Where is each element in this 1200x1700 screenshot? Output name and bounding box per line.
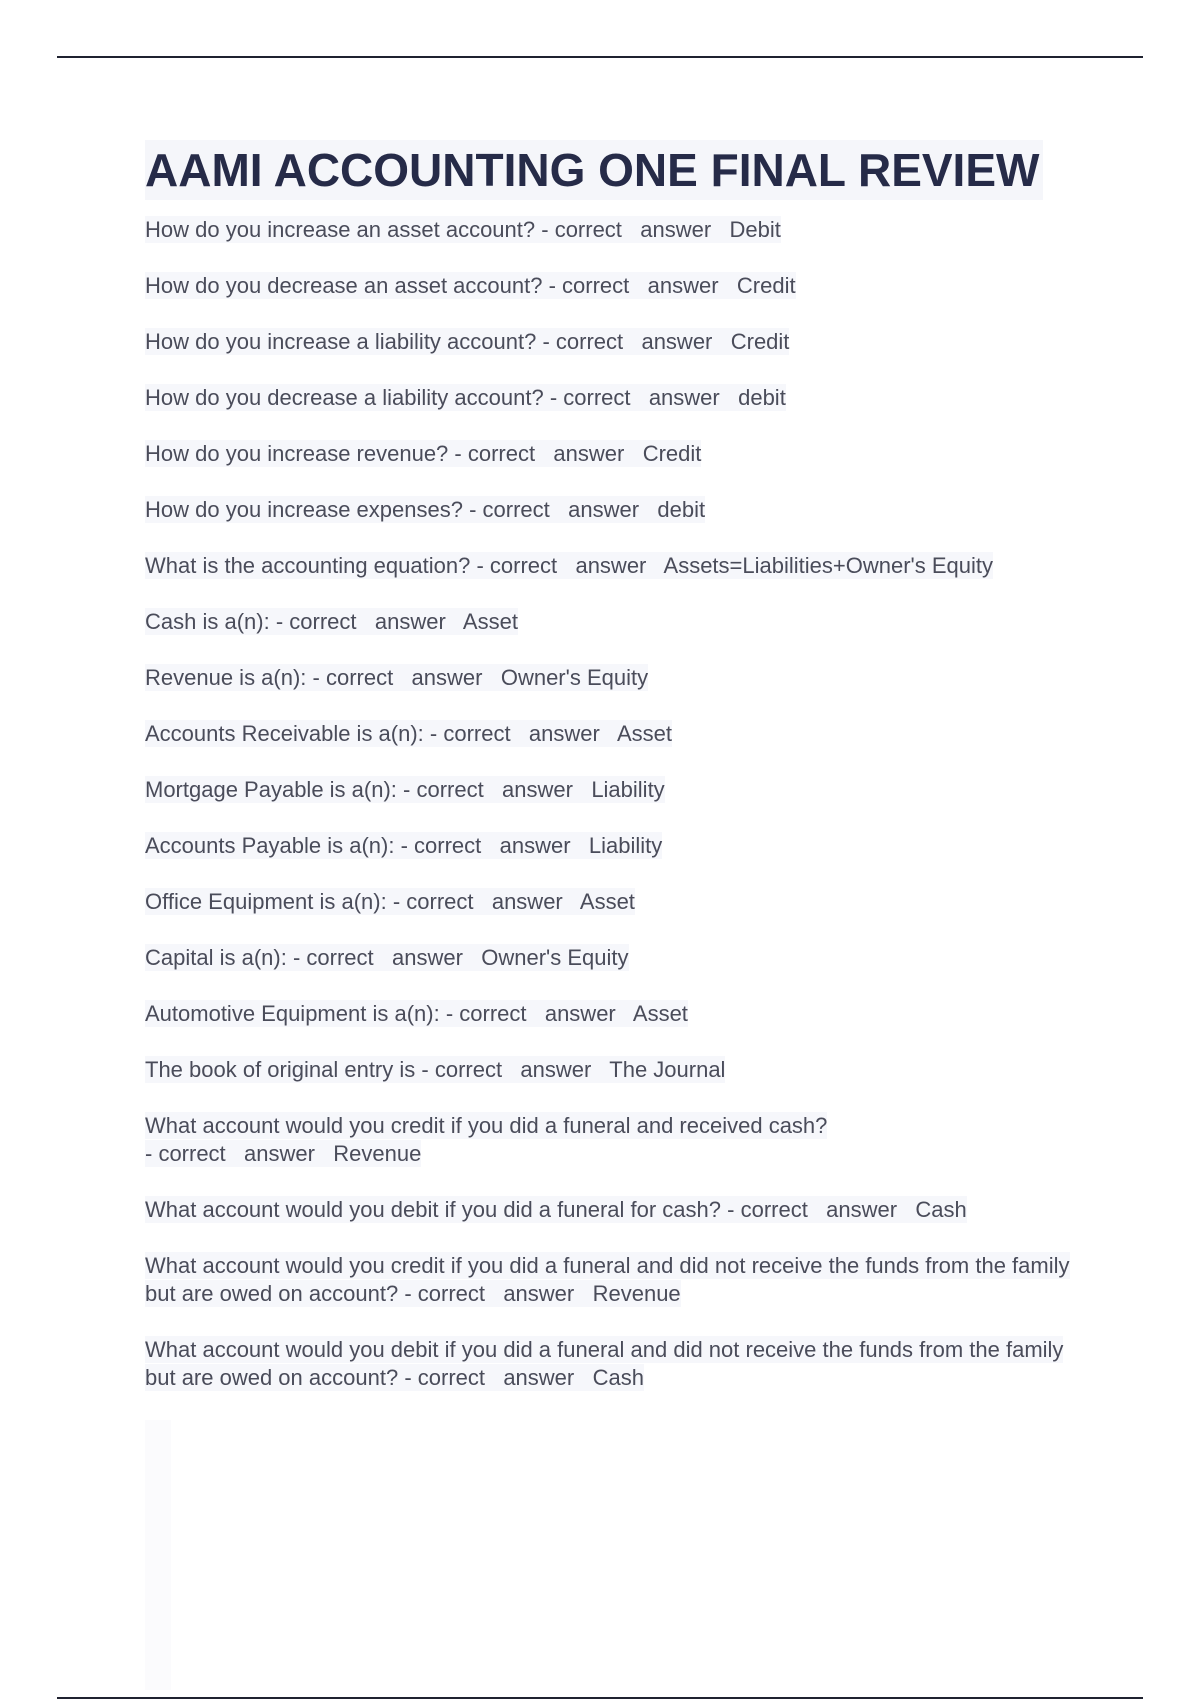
answer-text: Owner's Equity	[481, 945, 629, 970]
answer-text: Assets=Liabilities+Owner's Equity	[663, 553, 993, 578]
question-text: Capital is a(n):	[145, 945, 287, 970]
question-text: Office Equipment is a(n):	[145, 889, 387, 914]
answer-text: The Journal	[609, 1057, 726, 1082]
qa-item	[145, 1252, 1095, 1308]
question-text: What account would you credit if you did a funeral and did not receive the funds from the family but are owed on account?	[145, 1253, 1070, 1306]
answer-text: Revenue	[333, 1141, 422, 1166]
qa-item	[145, 832, 1095, 860]
answer-prefix: - correct answer	[292, 945, 482, 970]
qa-item	[145, 496, 1095, 524]
answer-text: Asset	[632, 1001, 688, 1026]
answer-text: debit	[738, 385, 786, 410]
question-text: What account would you debit if you did a funeral and did not receive the funds from the family but are owed on account?	[145, 1337, 1064, 1390]
qa-text	[145, 440, 701, 467]
footer-rule	[57, 1697, 1143, 1699]
qa-item	[145, 944, 1095, 972]
qa-text	[145, 216, 781, 243]
answer-prefix: - correct answer	[727, 1197, 916, 1222]
question-text: How do you decrease an asset account?	[145, 273, 543, 298]
answer-text: Credit	[730, 329, 790, 354]
qa-text	[145, 608, 518, 635]
answer-text: Credit	[642, 441, 702, 466]
answer-prefix: - correct answer	[403, 777, 592, 802]
answer-prefix: - correct answer	[549, 385, 739, 410]
question-text: Revenue is a(n):	[145, 665, 307, 690]
qa-text	[145, 776, 665, 803]
question-text: How do you increase expenses?	[145, 497, 463, 522]
qa-text	[145, 888, 635, 915]
answer-prefix: - correct answer	[400, 833, 589, 858]
qa-item	[145, 272, 1095, 300]
answer-text: Asset	[579, 889, 635, 914]
answer-prefix: - correct answer	[392, 889, 580, 914]
question-text: How do you increase a liability account?	[145, 329, 537, 354]
qa-item	[145, 720, 1095, 748]
qa-item	[145, 1000, 1095, 1028]
margin-shade	[145, 1420, 171, 1690]
answer-prefix: - correct answer	[445, 1001, 633, 1026]
qa-text	[145, 944, 629, 971]
answer-prefix: - correct answer	[548, 273, 737, 298]
answer-text: debit	[657, 497, 706, 522]
qa-list	[145, 216, 1095, 1392]
answer-text: Cash	[915, 1197, 967, 1222]
qa-item	[145, 1336, 1095, 1392]
question-text: The book of original entry is	[145, 1057, 416, 1082]
qa-text	[145, 720, 672, 747]
answer-prefix: - correct answer	[421, 1057, 610, 1082]
qa-text	[145, 1336, 1063, 1391]
answer-prefix: - correct answer	[469, 497, 658, 522]
answer-text: Liability	[588, 833, 663, 858]
question-text: Cash is a(n):	[145, 609, 270, 634]
qa-item	[145, 1112, 1095, 1168]
qa-text	[145, 496, 705, 523]
question-text: How do you decrease a liability account?	[145, 385, 544, 410]
answer-text: Credit	[736, 273, 796, 298]
qa-text	[145, 272, 796, 299]
question-text: What account would you credit if you did a funeral and received cash?	[145, 1113, 828, 1138]
qa-item	[145, 776, 1095, 804]
qa-item	[145, 440, 1095, 468]
qa-item	[145, 328, 1095, 356]
question-text: Accounts Payable is a(n):	[145, 833, 395, 858]
question-text: Mortgage Payable is a(n):	[145, 777, 397, 802]
question-text: Accounts Receivable is a(n):	[145, 721, 424, 746]
answer-prefix: - correct answer	[429, 721, 617, 746]
qa-item	[145, 664, 1095, 692]
answer-prefix: - correct answer	[542, 329, 731, 354]
question-text: What account would you debit if you did a funeral for cash?	[145, 1197, 722, 1222]
document-title: AAMI ACCOUNTING ONE FINAL REVIEW	[145, 140, 1043, 200]
qa-text	[145, 832, 662, 859]
qa-item	[145, 1196, 1095, 1224]
answer-text: Debit	[729, 217, 781, 242]
question-text: How do you increase an asset account?	[145, 217, 536, 242]
qa-text	[145, 1000, 688, 1027]
answer-text: Owner's Equity	[500, 665, 649, 690]
qa-text	[145, 328, 789, 355]
qa-text	[145, 1196, 967, 1223]
answer-prefix: - correct answer	[275, 609, 463, 634]
answer-prefix: - correct answer	[312, 665, 501, 690]
qa-text	[145, 1252, 1070, 1307]
document-body	[145, 140, 1095, 1420]
qa-item	[145, 888, 1095, 916]
question-text: What is the accounting equation?	[145, 553, 471, 578]
question-text: Automotive Equipment is a(n):	[145, 1001, 440, 1026]
qa-text	[145, 1056, 725, 1083]
answer-prefix: - correct answer	[541, 217, 730, 242]
answer-prefix: - correct answer	[404, 1365, 593, 1390]
qa-item	[145, 552, 1095, 580]
qa-text	[145, 664, 648, 691]
answer-prefix: - correct answer	[145, 1141, 334, 1166]
answer-text: Revenue	[592, 1281, 681, 1306]
header-rule	[57, 56, 1143, 58]
qa-item	[145, 1056, 1095, 1084]
question-text: How do you increase revenue?	[145, 441, 449, 466]
answer-text: Asset	[462, 609, 518, 634]
answer-text: Liability	[591, 777, 665, 802]
qa-text	[145, 552, 993, 579]
qa-text	[145, 1112, 827, 1167]
answer-text: Cash	[592, 1365, 644, 1390]
qa-item	[145, 608, 1095, 636]
qa-item	[145, 384, 1095, 412]
answer-prefix: - correct answer	[404, 1281, 593, 1306]
qa-text	[145, 384, 786, 411]
answer-prefix: - correct answer	[454, 441, 643, 466]
answer-text: Asset	[616, 721, 673, 746]
answer-prefix: - correct answer	[476, 553, 664, 578]
qa-item	[145, 216, 1095, 244]
